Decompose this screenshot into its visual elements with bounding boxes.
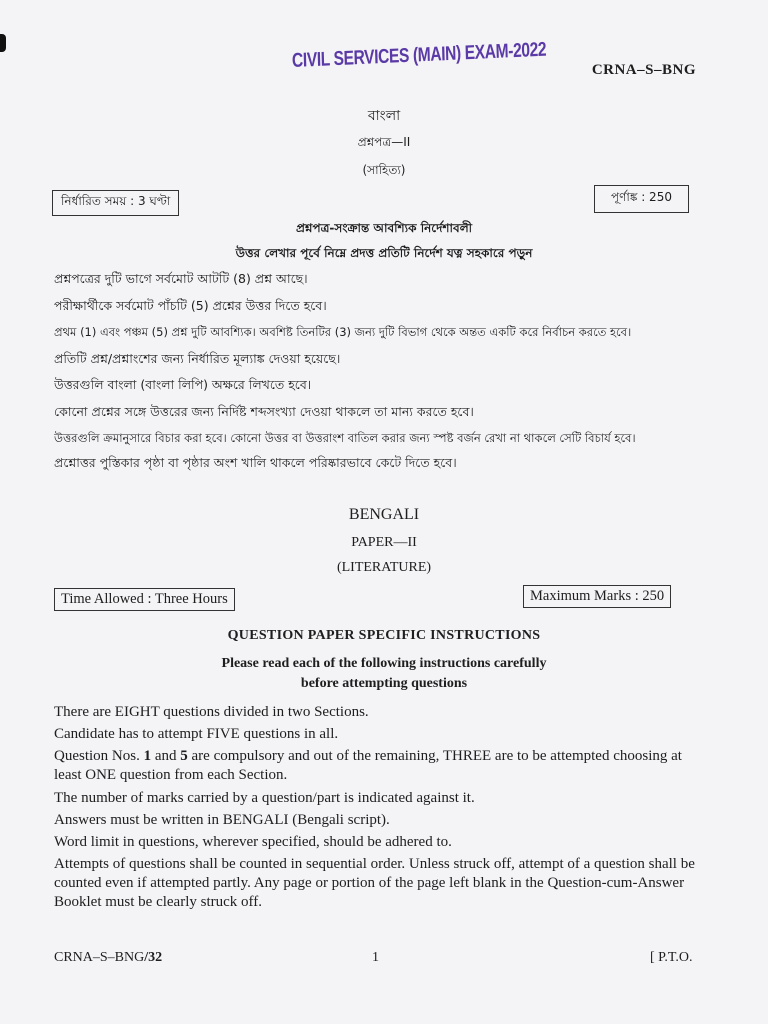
bengali-instruction-line: প্রশ্নপত্রের দুটি ভাগে সর্বমোট আটটি (8) প্রশ্ন আছে। (54, 271, 308, 286)
english-instruction-line: There are EIGHT questions divided in two Sections. (54, 704, 369, 720)
page-number: 1 (372, 950, 379, 965)
english-instruction-line: The number of marks carried by a question/part is indicated against it. (54, 790, 475, 806)
english-instruction-line: Attempts of questions shall be counted in sequential order. Unless struck off, attempt of a question shall be counted even if attempted partly. Any page or portion of the page left blank in the Question-cum-Answer Booklet must be clearly struck off. (54, 856, 695, 910)
footer-code-suffix: /32 (144, 950, 163, 965)
bengali-instruction-line: উত্তরগুলি ক্রমানুসারে বিচার করা হবে। কোনো উত্তর বা উত্তরাংশ বাতিল করার জন্য স্পষ্ট বর্জন রেখা না থাকলে সেটি বিচার্য হবে। (54, 431, 636, 445)
footer-code-prefix: CRNA–S–BNG (54, 950, 145, 965)
english-instruction-line: Answers must be written in BENGALI (Bengali script). (54, 812, 390, 828)
bengali-instruction-line: কোনো প্রশ্নের সঙ্গে উত্তরের জন্য নির্দিষ্ট শব্দসংখ্যা দেওয়া থাকলে তা মান্য করতে হবে। (54, 404, 474, 419)
pto-label: [ P.T.O. (650, 950, 693, 965)
bengali-marks-box: পূর্ণাঙ্ক : 250 (594, 185, 689, 213)
bengali-instruction-line: উত্তরগুলি বাংলা (বাংলা লিপি) অক্ষরে লিখতে হবে। (54, 377, 312, 392)
english-marks-box: Maximum Marks : 250 (523, 585, 671, 608)
scan-edge-mark (0, 34, 6, 52)
instruction-text: Question Nos. (54, 748, 144, 764)
bengali-instruction-line: পরীক্ষার্থীকে সর্বমোট পাঁচটি (5) প্রশ্নের উত্তর দিতে হবে। (54, 298, 327, 313)
english-time-box: Time Allowed : Three Hours (54, 588, 235, 611)
footer-code (54, 950, 162, 966)
bengali-instructions-heading: প্রশ্নপত্র-সংক্রান্ত আবশ্যিক নির্দেশাবলী (295, 221, 473, 235)
instruction-text: are compulsory and out of the remaining, THREE are to be attempted choosing at least ONE question from each Section. (54, 748, 682, 783)
english-title: BENGALI (348, 506, 420, 523)
english-subject: (LITERATURE) (336, 560, 432, 575)
english-paper: PAPER—II (351, 535, 417, 550)
english-instruction-line: Candidate has to attempt FIVE questions in all. (54, 726, 339, 742)
english-instruction-compulsory (54, 747, 704, 785)
bengali-instruction-line: প্রশ্নোত্তর পুস্তিকার পৃষ্ঠা বা পৃষ্ঠার অংশ খালি থাকলে পরিষ্কারভাবে কেটে দিতে হবে। (54, 455, 457, 470)
exam-stamp: CIVIL SERVICES (MAIN) EXAM-2022 (291, 38, 547, 72)
english-instructions-heading: QUESTION PAPER SPECIFIC INSTRUCTIONS (227, 628, 541, 643)
bengali-instruction-line: প্রতিটি প্রশ্ন/প্রশ্নাংশের জন্য নির্ধারিত মূল্যাঙ্ক দেওয়া হয়েছে। (54, 351, 341, 366)
english-instructions-sub2: before attempting questions (300, 676, 468, 691)
bengali-instructions-subheading: উত্তর লেখার পূর্বে নিম্নে প্রদত্ত প্রতিটি নির্দেশ যত্ন সহকারে পড়ুন (235, 246, 533, 260)
instruction-text: and (151, 748, 181, 764)
question-number: 1 (143, 748, 152, 764)
bengali-paper: প্রশ্নপত্র—II (357, 135, 411, 149)
english-instruction-line: Word limit in questions, wherever specified, should be adhered to. (54, 834, 452, 850)
paper-code: CRNA–S–BNG (591, 62, 696, 78)
bengali-subject: (সাহিত্য) (362, 163, 406, 177)
bengali-time-box: নির্ধারিত সময় : 3 ঘণ্টা (52, 190, 179, 216)
bengali-instruction-line: প্রথম (1) এবং পঞ্চম (5) প্রশ্ন দুটি আবশ্যিক। অবশিষ্ট তিনটির (3) জন্য দুটি বিভাগ থেকে অন্তত একটি করে নির্বাচন করতে হবে। (54, 325, 632, 339)
question-number: 5 (180, 748, 188, 764)
bengali-title: বাংলা (367, 108, 401, 124)
english-instructions-sub1: Please read each of the following instructions carefully (221, 656, 547, 671)
